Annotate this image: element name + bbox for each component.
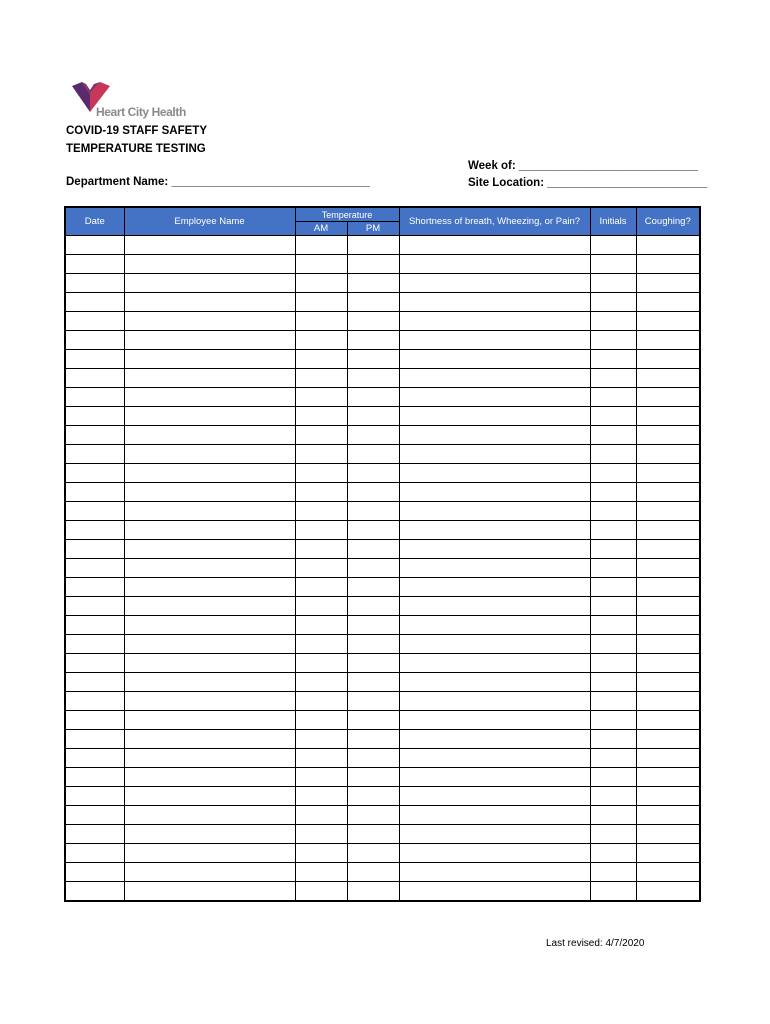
pm-temperature-cell[interactable] — [347, 274, 399, 293]
table-row — [65, 350, 700, 369]
pm-temperature-cell[interactable] — [347, 445, 399, 464]
employee-name-cell[interactable] — [124, 768, 295, 787]
week-of-field[interactable]: Week of: ____________________________ — [468, 160, 698, 172]
initials-cell[interactable] — [590, 445, 636, 464]
symptoms-cell[interactable] — [399, 597, 590, 616]
initials-cell[interactable] — [590, 369, 636, 388]
date-cell[interactable] — [65, 274, 124, 293]
pm-temperature-cell[interactable] — [347, 255, 399, 274]
symptoms-cell[interactable] — [399, 445, 590, 464]
table-row — [65, 255, 700, 274]
coughing-cell[interactable] — [636, 559, 700, 578]
coughing-cell[interactable] — [636, 540, 700, 559]
symptoms-cell[interactable] — [399, 578, 590, 597]
table-row — [65, 236, 700, 255]
symptoms-cell[interactable] — [399, 730, 590, 749]
employee-name-cell[interactable] — [124, 369, 295, 388]
pm-temperature-cell[interactable] — [347, 768, 399, 787]
employee-name-cell[interactable] — [124, 806, 295, 825]
am-temperature-cell[interactable] — [295, 540, 347, 559]
symptoms-cell[interactable] — [399, 293, 590, 312]
employee-name-cell[interactable] — [124, 502, 295, 521]
initials-cell[interactable] — [590, 768, 636, 787]
temperature-log-table — [64, 206, 701, 902]
pm-temperature-cell[interactable] — [347, 521, 399, 540]
symptoms-cell[interactable] — [399, 559, 590, 578]
pm-temperature-cell[interactable] — [347, 749, 399, 768]
date-cell[interactable] — [65, 749, 124, 768]
date-cell[interactable] — [65, 654, 124, 673]
date-cell[interactable] — [65, 616, 124, 635]
symptoms-cell[interactable] — [399, 502, 590, 521]
date-cell[interactable] — [65, 293, 124, 312]
initials-cell[interactable] — [590, 844, 636, 863]
pm-temperature-cell[interactable] — [347, 844, 399, 863]
pm-temperature-cell[interactable] — [347, 882, 399, 902]
pm-temperature-cell[interactable] — [347, 369, 399, 388]
pm-temperature-cell[interactable] — [347, 825, 399, 844]
coughing-cell[interactable] — [636, 502, 700, 521]
coughing-cell[interactable] — [636, 369, 700, 388]
table-row — [65, 844, 700, 863]
am-temperature-cell[interactable] — [295, 331, 347, 350]
employee-name-cell[interactable] — [124, 730, 295, 749]
table-row — [65, 768, 700, 787]
initials-cell[interactable] — [590, 559, 636, 578]
table-row — [65, 711, 700, 730]
pm-temperature-cell[interactable] — [347, 730, 399, 749]
symptoms-cell[interactable] — [399, 464, 590, 483]
pm-temperature-cell[interactable] — [347, 654, 399, 673]
initials-cell[interactable] — [590, 255, 636, 274]
symptoms-cell[interactable] — [399, 540, 590, 559]
logo — [70, 80, 200, 122]
am-temperature-cell[interactable] — [295, 825, 347, 844]
employee-name-cell[interactable] — [124, 578, 295, 597]
symptoms-cell[interactable] — [399, 711, 590, 730]
coughing-cell[interactable] — [636, 863, 700, 882]
symptoms-cell[interactable] — [399, 844, 590, 863]
coughing-cell[interactable] — [636, 749, 700, 768]
table-row — [65, 654, 700, 673]
employee-name-cell[interactable] — [124, 464, 295, 483]
logo-text: Heart City Health — [96, 105, 186, 119]
employee-name-cell[interactable] — [124, 407, 295, 426]
date-cell[interactable] — [65, 445, 124, 464]
table-row — [65, 616, 700, 635]
symptoms-cell[interactable] — [399, 825, 590, 844]
am-temperature-cell[interactable] — [295, 426, 347, 445]
pm-temperature-cell[interactable] — [347, 350, 399, 369]
coughing-cell[interactable] — [636, 711, 700, 730]
symptoms-cell[interactable] — [399, 521, 590, 540]
site-location-field[interactable]: Site Location: _________________________ — [468, 177, 708, 189]
symptoms-cell[interactable] — [399, 749, 590, 768]
table-row — [65, 863, 700, 882]
coughing-cell[interactable] — [636, 483, 700, 502]
coughing-cell[interactable] — [636, 787, 700, 806]
pm-temperature-cell[interactable] — [347, 711, 399, 730]
employee-name-cell[interactable] — [124, 825, 295, 844]
initials-cell[interactable] — [590, 692, 636, 711]
initials-cell[interactable] — [590, 597, 636, 616]
coughing-cell[interactable] — [636, 255, 700, 274]
date-cell[interactable] — [65, 540, 124, 559]
symptoms-cell[interactable] — [399, 388, 590, 407]
am-temperature-cell[interactable] — [295, 483, 347, 502]
symptoms-column-header: Shortness of breath, Wheezing, or Pain? — [399, 207, 590, 236]
initials-cell[interactable] — [590, 350, 636, 369]
pm-temperature-cell[interactable] — [347, 540, 399, 559]
table-row — [65, 559, 700, 578]
form-title-line-2: TEMPERATURE TESTING — [66, 143, 206, 155]
form-title-line-1: COVID-19 STAFF SAFETY — [66, 125, 207, 137]
symptoms-cell[interactable] — [399, 863, 590, 882]
coughing-cell[interactable] — [636, 350, 700, 369]
coughing-cell[interactable] — [636, 426, 700, 445]
symptoms-cell[interactable] — [399, 787, 590, 806]
initials-cell[interactable] — [590, 711, 636, 730]
coughing-cell[interactable] — [636, 730, 700, 749]
coughing-cell[interactable] — [636, 654, 700, 673]
table-row — [65, 806, 700, 825]
am-temperature-cell[interactable] — [295, 597, 347, 616]
coughing-cell[interactable] — [636, 236, 700, 255]
symptoms-cell[interactable] — [399, 369, 590, 388]
am-temperature-cell[interactable] — [295, 407, 347, 426]
coughing-cell[interactable] — [636, 692, 700, 711]
pm-temperature-cell[interactable] — [347, 483, 399, 502]
am-temperature-cell[interactable] — [295, 692, 347, 711]
initials-cell[interactable] — [590, 635, 636, 654]
initials-cell[interactable] — [590, 730, 636, 749]
employee-name-cell[interactable] — [124, 692, 295, 711]
am-temperature-cell[interactable] — [295, 806, 347, 825]
date-cell[interactable] — [65, 825, 124, 844]
pm-temperature-cell[interactable] — [347, 692, 399, 711]
employee-name-cell[interactable] — [124, 882, 295, 902]
date-cell[interactable] — [65, 787, 124, 806]
table-row — [65, 540, 700, 559]
coughing-cell[interactable] — [636, 825, 700, 844]
date-cell[interactable] — [65, 426, 124, 445]
coughing-cell[interactable] — [636, 331, 700, 350]
initials-cell[interactable] — [590, 863, 636, 882]
coughing-cell[interactable] — [636, 673, 700, 692]
table-row — [65, 445, 700, 464]
symptoms-cell[interactable] — [399, 768, 590, 787]
table-row — [65, 331, 700, 350]
pm-temperature-cell[interactable] — [347, 597, 399, 616]
am-temperature-cell[interactable] — [295, 350, 347, 369]
last-revised-note: Last revised: 4/7/2020 — [546, 938, 645, 949]
table-row — [65, 426, 700, 445]
date-column-header: Date — [65, 207, 124, 236]
employee-name-cell[interactable] — [124, 274, 295, 293]
date-cell[interactable] — [65, 730, 124, 749]
symptoms-cell[interactable] — [399, 312, 590, 331]
table-row — [65, 597, 700, 616]
department-name-field[interactable]: Department Name: _______________________________ — [66, 176, 370, 188]
initials-cell[interactable] — [590, 578, 636, 597]
symptoms-cell[interactable] — [399, 635, 590, 654]
date-cell[interactable] — [65, 236, 124, 255]
pm-temperature-cell[interactable] — [347, 616, 399, 635]
table-body — [65, 236, 700, 902]
am-temperature-cell[interactable] — [295, 730, 347, 749]
employee-name-cell[interactable] — [124, 844, 295, 863]
date-cell[interactable] — [65, 464, 124, 483]
symptoms-cell[interactable] — [399, 350, 590, 369]
initials-cell[interactable] — [590, 426, 636, 445]
date-cell[interactable] — [65, 483, 124, 502]
coughing-cell[interactable] — [636, 616, 700, 635]
employee-name-cell[interactable] — [124, 540, 295, 559]
symptoms-cell[interactable] — [399, 274, 590, 293]
date-cell[interactable] — [65, 863, 124, 882]
pm-column-header: PM — [347, 222, 399, 236]
coughing-cell[interactable] — [636, 521, 700, 540]
coughing-cell[interactable] — [636, 597, 700, 616]
pm-temperature-cell[interactable] — [347, 464, 399, 483]
symptoms-cell[interactable] — [399, 426, 590, 445]
employee-name-cell[interactable] — [124, 483, 295, 502]
coughing-cell[interactable] — [636, 578, 700, 597]
table-row — [65, 521, 700, 540]
employee-name-cell[interactable] — [124, 236, 295, 255]
date-cell[interactable] — [65, 882, 124, 902]
date-cell[interactable] — [65, 673, 124, 692]
am-temperature-cell[interactable] — [295, 654, 347, 673]
employee-name-cell[interactable] — [124, 388, 295, 407]
coughing-cell[interactable] — [636, 388, 700, 407]
pm-temperature-cell[interactable] — [347, 806, 399, 825]
table-row — [65, 483, 700, 502]
table-row — [65, 293, 700, 312]
coughing-cell[interactable] — [636, 464, 700, 483]
initials-cell[interactable] — [590, 236, 636, 255]
coughing-cell[interactable] — [636, 806, 700, 825]
initials-cell[interactable] — [590, 388, 636, 407]
table-row — [65, 730, 700, 749]
am-temperature-cell[interactable] — [295, 844, 347, 863]
pm-temperature-cell[interactable] — [347, 293, 399, 312]
employee-name-column-header: Employee Name — [124, 207, 295, 236]
temperature-column-header: Temperature — [295, 207, 399, 222]
table-row — [65, 787, 700, 806]
pm-temperature-cell[interactable] — [347, 863, 399, 882]
coughing-cell[interactable] — [636, 274, 700, 293]
pm-temperature-cell[interactable] — [347, 559, 399, 578]
am-temperature-cell[interactable] — [295, 312, 347, 331]
table-row — [65, 749, 700, 768]
am-temperature-cell[interactable] — [295, 464, 347, 483]
table-row — [65, 407, 700, 426]
table-row — [65, 312, 700, 331]
initials-cell[interactable] — [590, 787, 636, 806]
coughing-cell[interactable] — [636, 635, 700, 654]
symptoms-cell[interactable] — [399, 407, 590, 426]
table-row — [65, 388, 700, 407]
symptoms-cell[interactable] — [399, 806, 590, 825]
symptoms-cell[interactable] — [399, 654, 590, 673]
pm-temperature-cell[interactable] — [347, 673, 399, 692]
initials-cell[interactable] — [590, 825, 636, 844]
employee-name-cell[interactable] — [124, 616, 295, 635]
employee-name-cell[interactable] — [124, 312, 295, 331]
pm-temperature-cell[interactable] — [347, 578, 399, 597]
pm-temperature-cell[interactable] — [347, 502, 399, 521]
table-row — [65, 464, 700, 483]
coughing-cell[interactable] — [636, 312, 700, 331]
coughing-column-header: Coughing? — [636, 207, 700, 236]
initials-cell[interactable] — [590, 654, 636, 673]
am-temperature-cell[interactable] — [295, 635, 347, 654]
employee-name-cell[interactable] — [124, 445, 295, 464]
date-cell[interactable] — [65, 350, 124, 369]
pm-temperature-cell[interactable] — [347, 426, 399, 445]
symptoms-cell[interactable] — [399, 331, 590, 350]
pm-temperature-cell[interactable] — [347, 635, 399, 654]
employee-name-cell[interactable] — [124, 863, 295, 882]
am-temperature-cell[interactable] — [295, 369, 347, 388]
initials-cell[interactable] — [590, 464, 636, 483]
am-temperature-cell[interactable] — [295, 768, 347, 787]
am-temperature-cell[interactable] — [295, 882, 347, 902]
date-cell[interactable] — [65, 388, 124, 407]
initials-cell[interactable] — [590, 540, 636, 559]
initials-column-header: Initials — [590, 207, 636, 236]
pm-temperature-cell[interactable] — [347, 312, 399, 331]
am-temperature-cell[interactable] — [295, 274, 347, 293]
employee-name-cell[interactable] — [124, 635, 295, 654]
am-temperature-cell[interactable] — [295, 616, 347, 635]
date-cell[interactable] — [65, 559, 124, 578]
initials-cell[interactable] — [590, 806, 636, 825]
employee-name-cell[interactable] — [124, 293, 295, 312]
date-cell[interactable] — [65, 768, 124, 787]
employee-name-cell[interactable] — [124, 711, 295, 730]
employee-name-cell[interactable] — [124, 350, 295, 369]
table-row — [65, 882, 700, 902]
am-temperature-cell[interactable] — [295, 445, 347, 464]
date-cell[interactable] — [65, 597, 124, 616]
table-row — [65, 274, 700, 293]
symptoms-cell[interactable] — [399, 616, 590, 635]
am-temperature-cell[interactable] — [295, 787, 347, 806]
date-cell[interactable] — [65, 844, 124, 863]
initials-cell[interactable] — [590, 483, 636, 502]
date-cell[interactable] — [65, 369, 124, 388]
symptoms-cell[interactable] — [399, 673, 590, 692]
pm-temperature-cell[interactable] — [347, 331, 399, 350]
date-cell[interactable] — [65, 521, 124, 540]
am-temperature-cell[interactable] — [295, 521, 347, 540]
initials-cell[interactable] — [590, 293, 636, 312]
initials-cell[interactable] — [590, 521, 636, 540]
employee-name-cell[interactable] — [124, 673, 295, 692]
date-cell[interactable] — [65, 331, 124, 350]
table-row — [65, 635, 700, 654]
date-cell[interactable] — [65, 255, 124, 274]
pm-temperature-cell[interactable] — [347, 236, 399, 255]
initials-cell[interactable] — [590, 882, 636, 902]
initials-cell[interactable] — [590, 616, 636, 635]
initials-cell[interactable] — [590, 312, 636, 331]
am-temperature-cell[interactable] — [295, 711, 347, 730]
date-cell[interactable] — [65, 312, 124, 331]
table-row — [65, 578, 700, 597]
table-row — [65, 369, 700, 388]
coughing-cell[interactable] — [636, 844, 700, 863]
am-temperature-cell[interactable] — [295, 293, 347, 312]
coughing-cell[interactable] — [636, 445, 700, 464]
am-temperature-cell[interactable] — [295, 236, 347, 255]
symptoms-cell[interactable] — [399, 255, 590, 274]
coughing-cell[interactable] — [636, 882, 700, 902]
am-temperature-cell[interactable] — [295, 255, 347, 274]
symptoms-cell[interactable] — [399, 692, 590, 711]
employee-name-cell[interactable] — [124, 787, 295, 806]
symptoms-cell[interactable] — [399, 236, 590, 255]
date-cell[interactable] — [65, 502, 124, 521]
employee-name-cell[interactable] — [124, 597, 295, 616]
pm-temperature-cell[interactable] — [347, 388, 399, 407]
am-column-header: AM — [295, 222, 347, 236]
employee-name-cell[interactable] — [124, 426, 295, 445]
pm-temperature-cell[interactable] — [347, 407, 399, 426]
coughing-cell[interactable] — [636, 407, 700, 426]
initials-cell[interactable] — [590, 407, 636, 426]
employee-name-cell[interactable] — [124, 255, 295, 274]
am-temperature-cell[interactable] — [295, 502, 347, 521]
employee-name-cell[interactable] — [124, 559, 295, 578]
table-row — [65, 673, 700, 692]
date-cell[interactable] — [65, 692, 124, 711]
initials-cell[interactable] — [590, 331, 636, 350]
table-row — [65, 502, 700, 521]
coughing-cell[interactable] — [636, 768, 700, 787]
am-temperature-cell[interactable] — [295, 749, 347, 768]
am-temperature-cell[interactable] — [295, 578, 347, 597]
table-row — [65, 825, 700, 844]
employee-name-cell[interactable] — [124, 654, 295, 673]
initials-cell[interactable] — [590, 274, 636, 293]
date-cell[interactable] — [65, 711, 124, 730]
employee-name-cell[interactable] — [124, 749, 295, 768]
employee-name-cell[interactable] — [124, 521, 295, 540]
pm-temperature-cell[interactable] — [347, 787, 399, 806]
date-cell[interactable] — [65, 806, 124, 825]
date-cell[interactable] — [65, 407, 124, 426]
date-cell[interactable] — [65, 635, 124, 654]
initials-cell[interactable] — [590, 673, 636, 692]
initials-cell[interactable] — [590, 749, 636, 768]
am-temperature-cell[interactable] — [295, 388, 347, 407]
date-cell[interactable] — [65, 578, 124, 597]
am-temperature-cell[interactable] — [295, 863, 347, 882]
coughing-cell[interactable] — [636, 293, 700, 312]
symptoms-cell[interactable] — [399, 882, 590, 902]
am-temperature-cell[interactable] — [295, 673, 347, 692]
employee-name-cell[interactable] — [124, 331, 295, 350]
table-row — [65, 692, 700, 711]
symptoms-cell[interactable] — [399, 483, 590, 502]
am-temperature-cell[interactable] — [295, 559, 347, 578]
initials-cell[interactable] — [590, 502, 636, 521]
